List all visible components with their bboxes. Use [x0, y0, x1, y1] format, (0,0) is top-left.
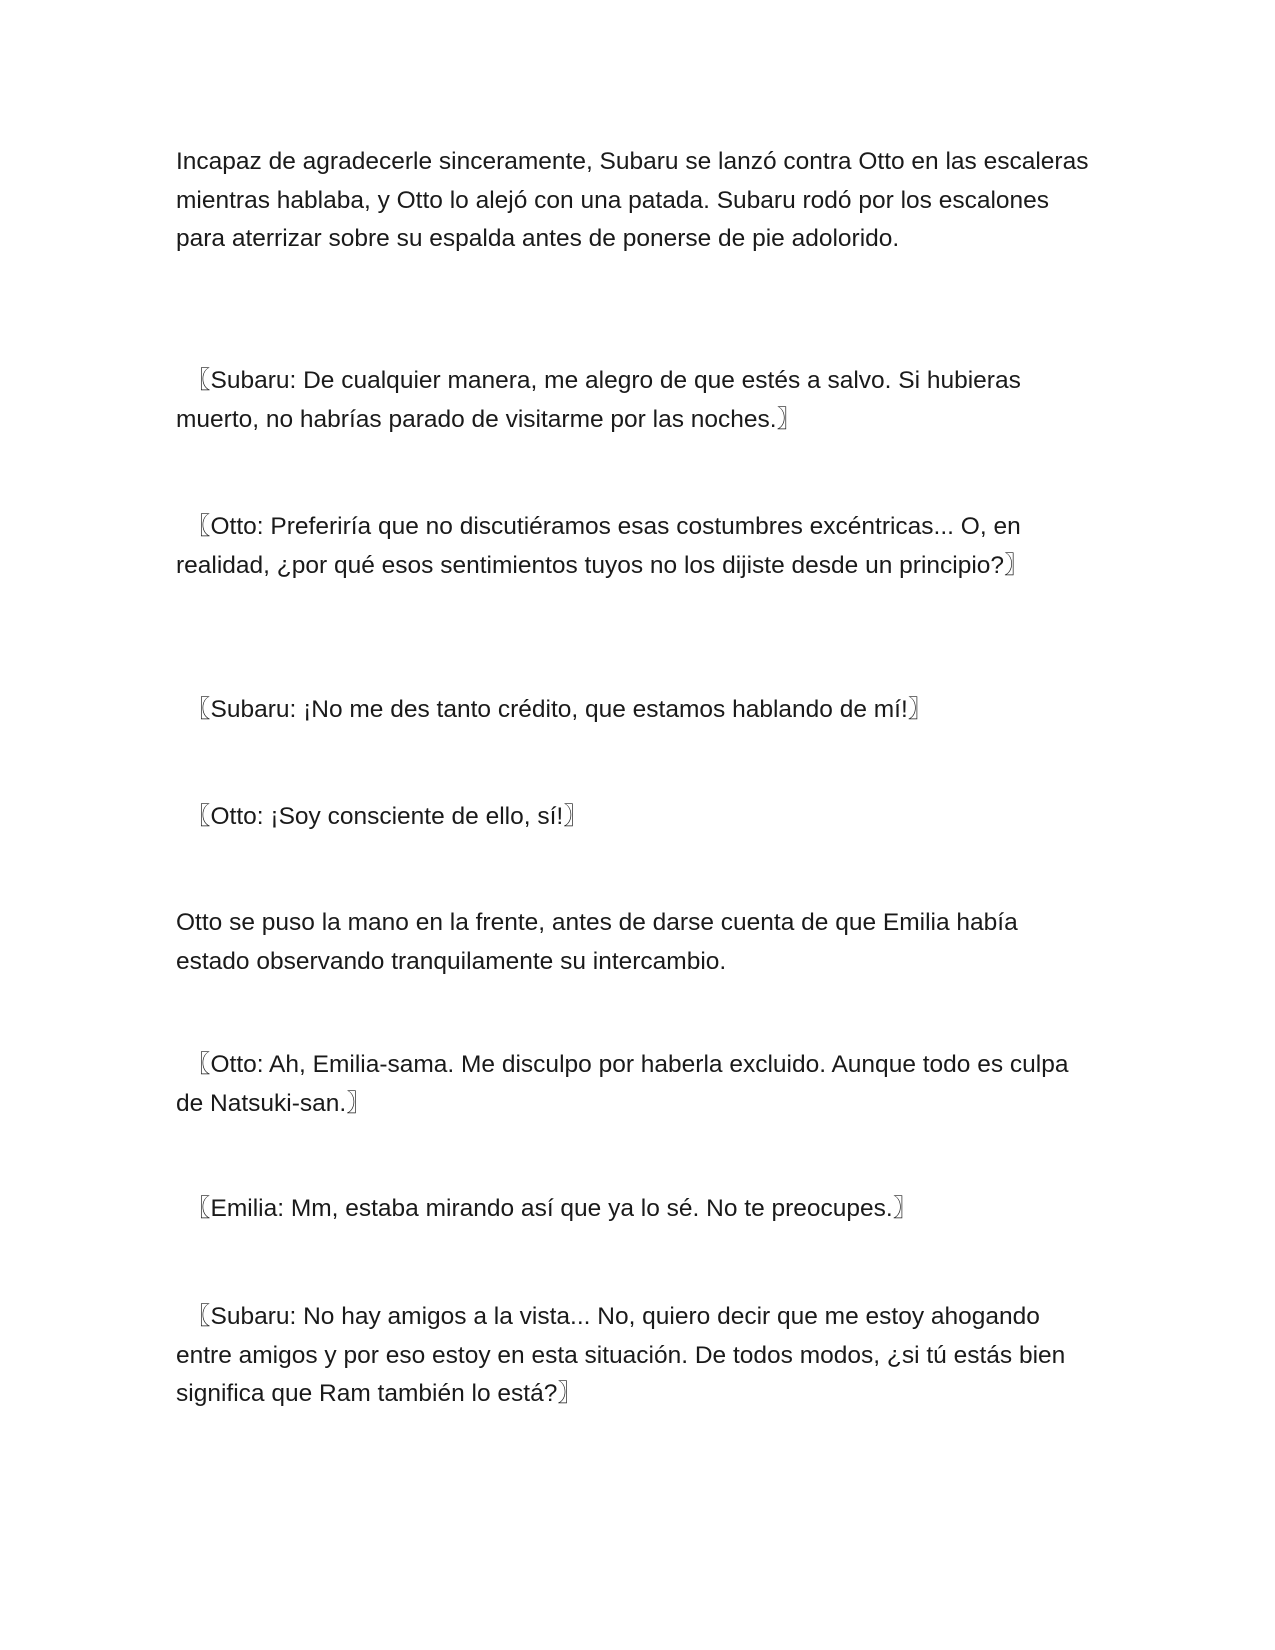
dialogue-emilia-1: 〖Emilia: Mm, estaba mirando así que ya lo sé. No te preocupes.〗 [186, 1195, 918, 1222]
paragraph-narration-2: Otto se puso la mano en la frente, antes de darse cuenta de que Emilia había estado observando tranquilamente su intercambio. [176, 909, 1018, 975]
dialogue-subaru-2: 〖Subaru: ¡No me des tanto crédito, que estamos hablando de mí!〗 [186, 696, 933, 723]
dialogue-otto-1: 〖Otto: Preferiría que no discutiéramos esas costumbres excéntricas... O, en realidad, ¿por qué esos sentimientos tuyos no los dijiste desde un principio?〗 [176, 513, 1029, 579]
dialogue-otto-3: 〖Otto: Ah, Emilia-sama. Me disculpo por haberla excluido. Aunque todo es culpa de Natsuki-san.〗 [176, 1051, 1069, 1117]
dialogue-subaru-3: 〖Subaru: No hay amigos a la vista... No, quiero decir que me estoy ahogando entre amigos y por eso estoy en esta situación. De todos modos, ¿si tú estás bien significa que Ram también lo está?〗 [176, 1303, 1066, 1407]
dialogue-subaru-1: 〖Subaru: De cualquier manera, me alegro de que estés a salvo. Si hubieras muerto, no habrías parado de visitarme por las noches.〗 [176, 367, 1021, 433]
paragraph-narration-1: Incapaz de agradecerle sinceramente, Subaru se lanzó contra Otto en las escaleras mientras hablaba, y Otto lo alejó con una patada. Subaru rodó por los escalones para aterrizar sobre su espalda antes de ponerse de pie adolorido. [176, 148, 1089, 252]
dialogue-otto-2: 〖Otto: ¡Soy consciente de ello, sí!〗 [186, 803, 588, 830]
